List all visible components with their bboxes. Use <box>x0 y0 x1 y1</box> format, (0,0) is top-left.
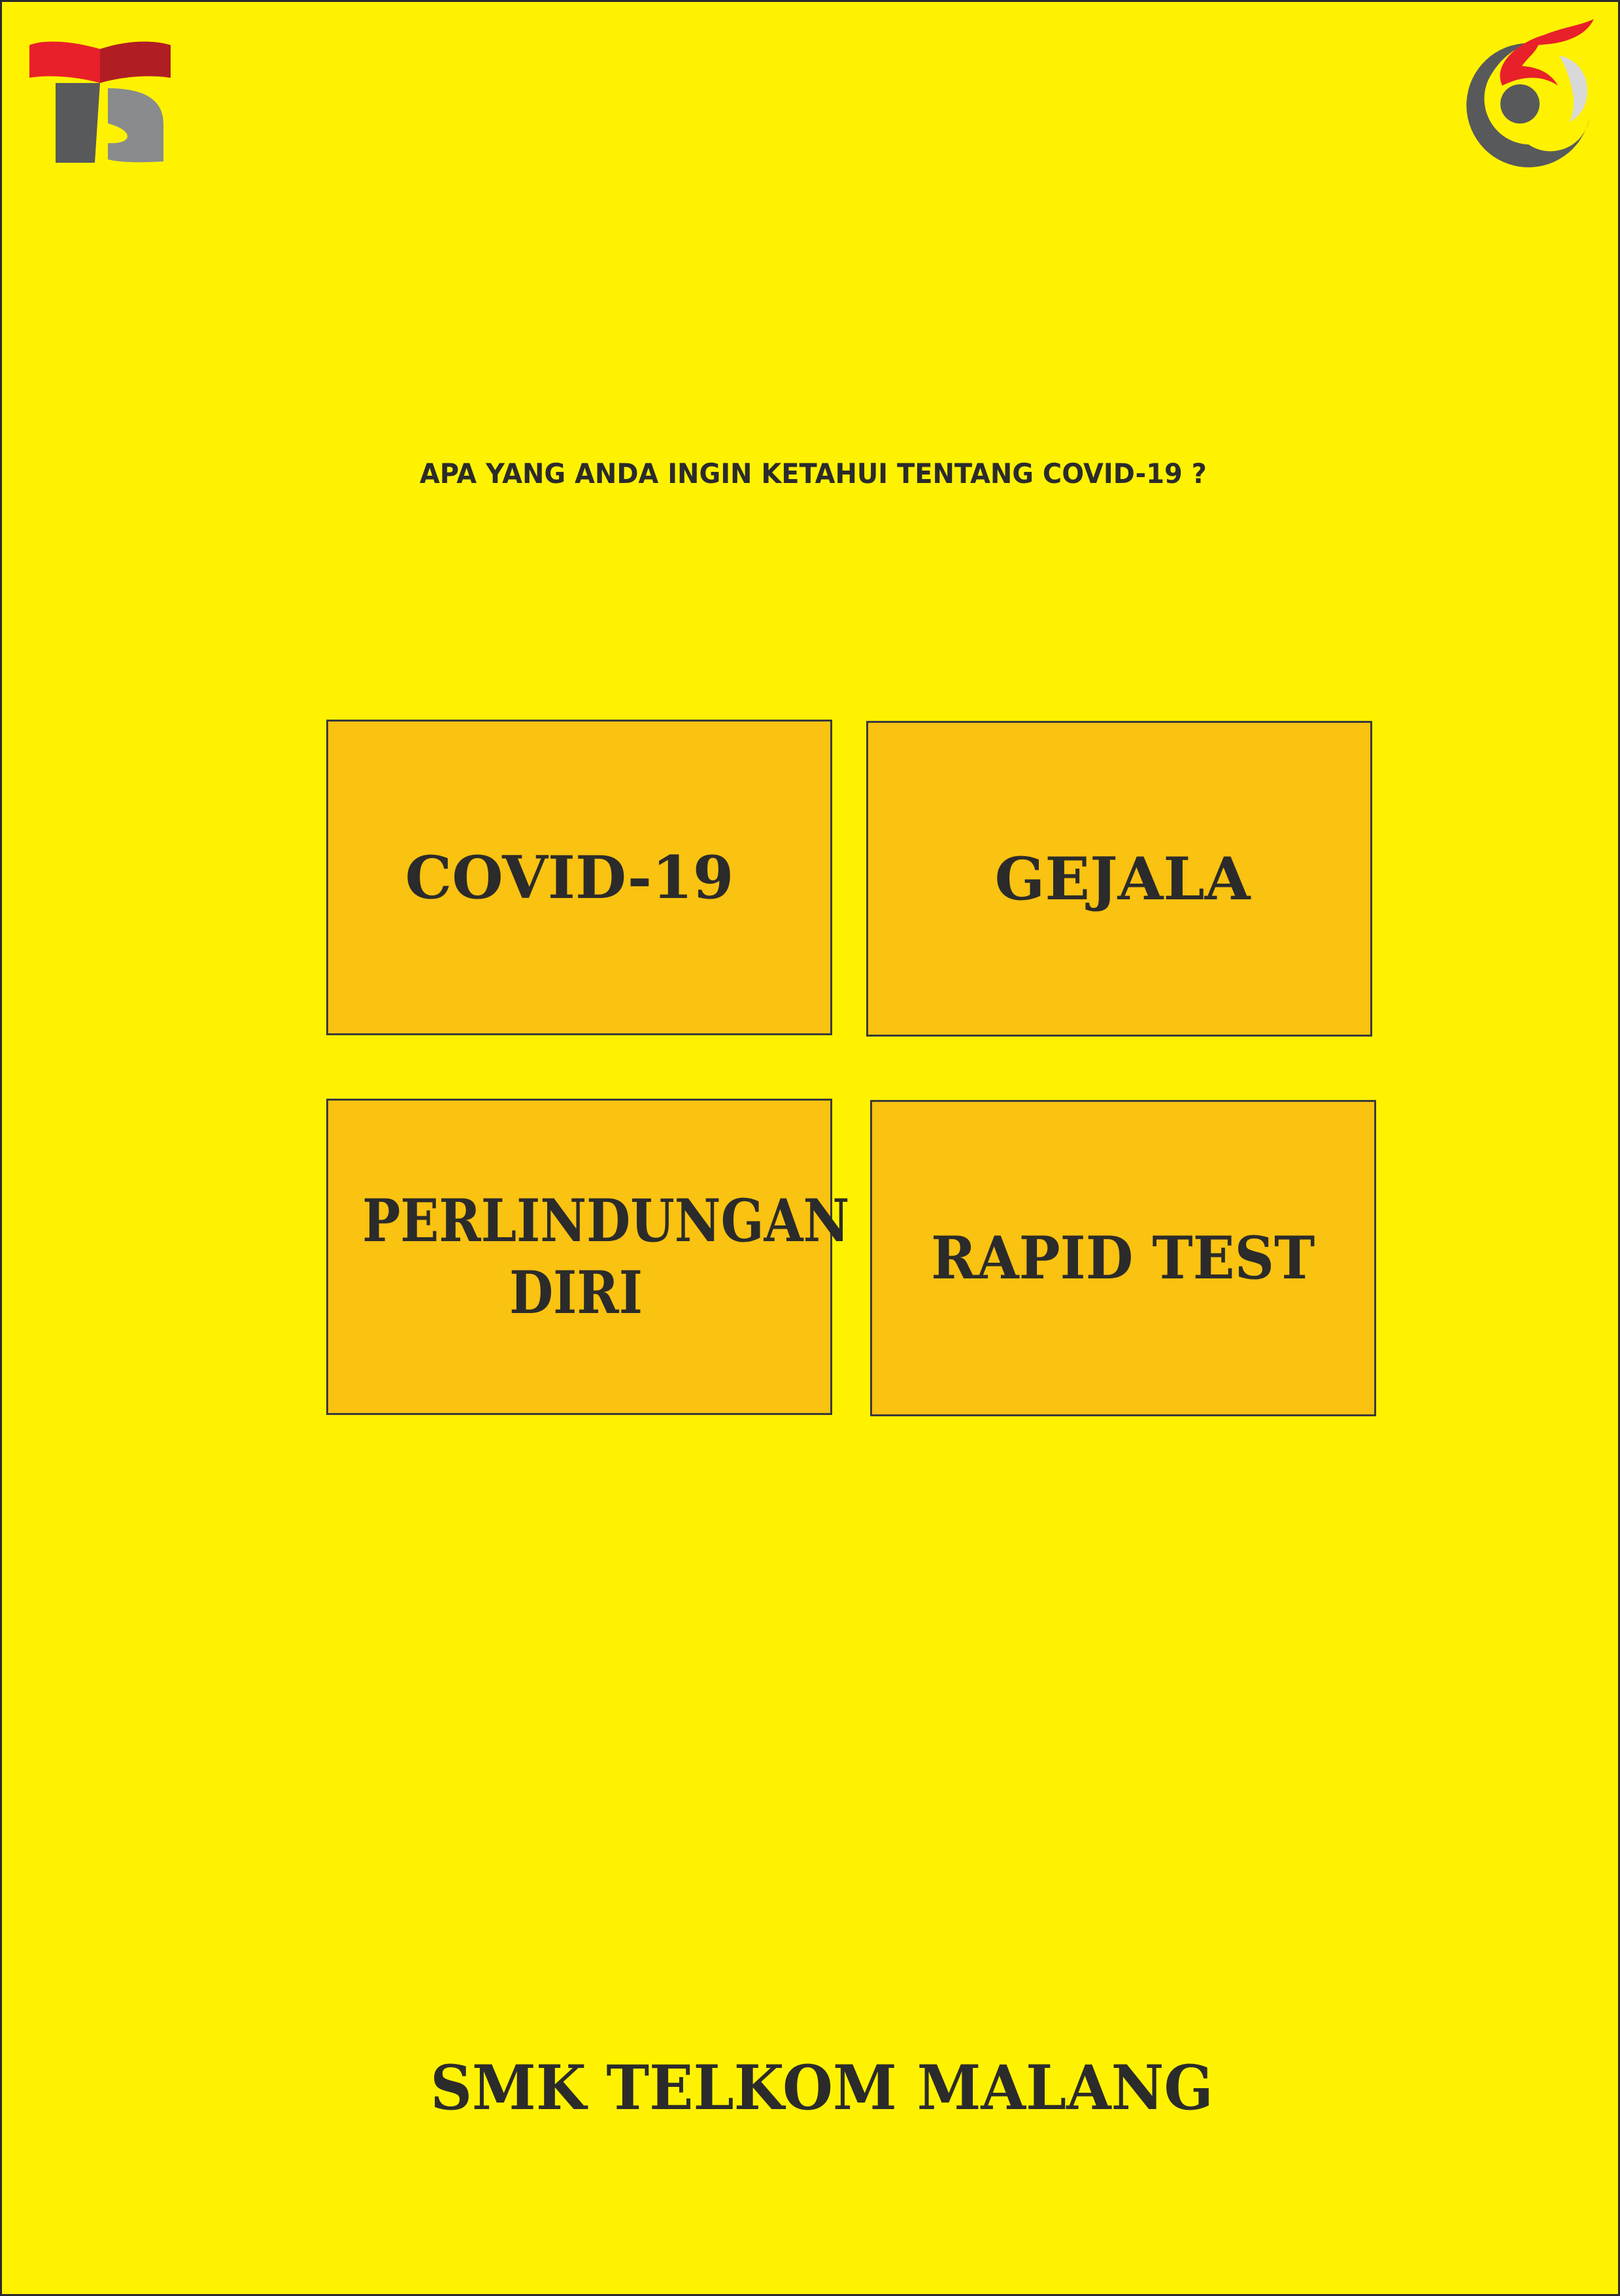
gejala-button[interactable] <box>866 721 1372 1037</box>
perlindungan-diri-button[interactable] <box>326 1099 850 1415</box>
rapid-test-button[interactable] <box>870 1100 1376 1416</box>
page-question: APA YANG ANDA INGIN KETAHUI TENTANG COVID-19 ? <box>419 458 1207 490</box>
logo-five-icon <box>1559 56 1587 122</box>
covid19-button[interactable] <box>326 720 832 1035</box>
logo-curve-icon <box>108 88 163 162</box>
rapid-test-button-label: RAPID TEST <box>931 1223 1315 1293</box>
perlindungan-diri-button-label: PERLINDUNGAN DIRI <box>362 1186 850 1327</box>
logo-book-left-icon <box>29 42 100 83</box>
covid19-button-label: COVID-19 <box>405 842 734 912</box>
tut-wuri-handayani-logo-icon <box>29 25 171 163</box>
logo-book-right-icon <box>100 42 171 83</box>
school-name-text: SMK TELKOM MALANG <box>430 2052 1213 2124</box>
anniversary-65-logo-icon <box>1453 14 1604 167</box>
logo-center-dot-icon <box>1500 84 1540 124</box>
gejala-button-label: GEJALA <box>994 844 1251 914</box>
logo-pillar-icon <box>56 83 100 163</box>
footer-school-name <box>2 2049 1620 2127</box>
